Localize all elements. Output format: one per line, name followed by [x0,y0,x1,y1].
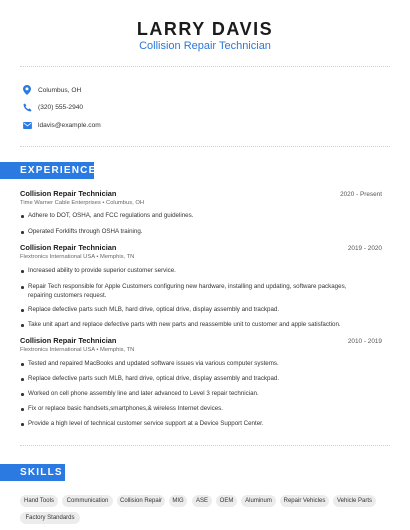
phone-text: (320) 555-2940 [38,103,84,111]
location-pin-icon [22,85,32,95]
candidate-title: Collision Repair Technician [139,40,271,52]
job-bullet: Worked on cell phone assembly line and later advanced to Level 3 repair technician. [20,390,370,399]
job-title: Collision Repair Technician [20,189,117,198]
job-bullet: Tested and repaired MacBooks and updated software issues via various computer systems. [20,360,370,369]
job-company: Flextronics International USA • Memphis, TN [20,347,135,353]
job-title: Collision Repair Technician [20,336,117,345]
job-bullet: Repair Tech responsible for Apple Customers configuring new hardware, installing and updating, software packages, repairing customers request. [20,283,370,300]
job-bullet: Operated Forklifts through OSHA training. [20,228,370,237]
job-bullet: Fix or replace basic handsets,smartphones,& wireless Internet devices. [20,405,370,414]
contact-location [22,83,81,97]
job-company: Time Warner Cable Enterprises • Columbus, OH [20,200,145,206]
experience-heading: EXPERIENCE [0,162,94,179]
job-bullet: Increased ability to provide superior customer service. [20,267,370,276]
job-bullet: Provide a high level of technical customer service support at a Device Support Center. [20,420,370,429]
candidate-name: LARRY DAVIS [136,19,274,39]
skills-heading: SKILLS [0,464,65,481]
contact-divider [20,146,390,147]
skill-tag: Repair Vehicles [280,495,329,507]
envelope-icon [22,120,32,130]
experience-divider [20,445,390,446]
job-title: Collision Repair Technician [20,243,117,252]
skill-tag: Factory Standards [20,512,80,524]
phone-icon [22,102,32,112]
skill-tag: Collision Repair [117,495,165,507]
skill-tag: ASE [192,495,212,507]
skill-tag: OEM [216,495,237,507]
contact-phone [22,100,83,114]
skill-tag: Vehicle Parts [333,495,376,507]
job-entry [20,189,382,206]
location-text: Columbus, OH [38,86,82,94]
job-entry [20,243,382,260]
job-dates: 2020 - Present [340,191,382,198]
contact-email[interactable] [22,118,101,132]
email-text: ldavis@example.com [38,121,101,129]
job-dates: 2010 - 2019 [347,338,382,345]
job-entry [20,336,382,353]
job-company: Flextronics International USA • Memphis, TN [20,254,135,260]
skill-tag: MIG [169,495,187,507]
header-divider [20,66,390,67]
job-bullet: Replace defective parts such MLB, hard drive, optical drive, display assembly and trackpad. [20,375,370,384]
job-bullet: Take unit apart and replace defective parts with new parts and reassemble unit to customer and apple satisfaction. [20,321,370,330]
job-bullet: Replace defective parts such MLB, hard drive, optical drive, display assembly and trackpad. [20,306,370,315]
skill-tag: Hand Tools [20,495,58,507]
skill-tag: Communication [62,495,113,507]
skill-tag: Aluminum [241,495,276,507]
job-dates: 2019 - 2020 [347,245,382,252]
job-bullet: Adhere to DOT, OSHA, and FCC regulations and guidelines. [20,212,370,221]
